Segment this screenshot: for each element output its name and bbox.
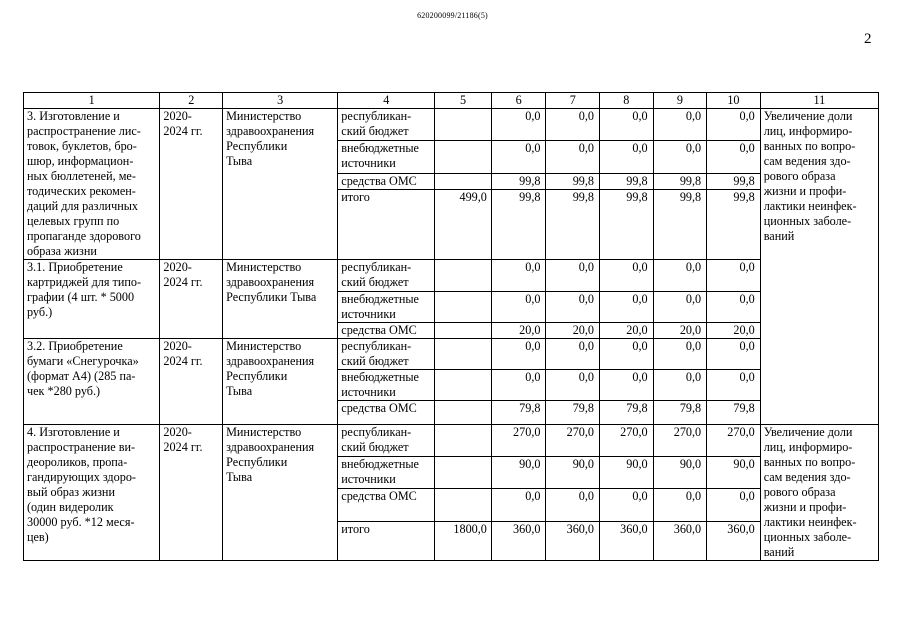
- funding-source-cell: итого: [338, 190, 435, 260]
- year-value-cell: 99,8: [600, 173, 654, 190]
- year-value-cell: 0,0: [600, 292, 654, 323]
- result-cell-empty: [760, 260, 878, 339]
- year-value-cell: 360,0: [653, 521, 707, 560]
- year-value-cell: 0,0: [546, 109, 600, 141]
- year-value-cell: 0,0: [600, 370, 654, 401]
- year-value-cell: 79,8: [653, 401, 707, 425]
- document-id: 620200099/21186(5): [417, 11, 488, 20]
- funding-source-cell: средства ОМС: [338, 323, 435, 339]
- activity-name-cell: 3.1. Приобретение картриджей для типо- графии (4 шт. * 5000 руб.): [24, 260, 160, 339]
- year-value-cell: 270,0: [653, 425, 707, 457]
- period-cell: 2020- 2024 гг.: [160, 425, 223, 561]
- year-value-cell: 360,0: [707, 521, 761, 560]
- year-value-cell: 270,0: [600, 425, 654, 457]
- funding-source-cell: средства ОМС: [338, 173, 435, 190]
- header-cell-5: 5: [435, 93, 492, 109]
- total-cell: [435, 260, 492, 292]
- year-value-cell: 20,0: [653, 323, 707, 339]
- year-value-cell: 99,8: [707, 173, 761, 190]
- header-cell-11: 11: [760, 93, 878, 109]
- year-value-cell: 0,0: [653, 339, 707, 370]
- year-value-cell: 99,8: [600, 190, 654, 260]
- table-body: [24, 93, 879, 561]
- year-value-cell: 0,0: [707, 141, 761, 173]
- year-value-cell: 90,0: [600, 457, 654, 489]
- result-cell: Увеличение доли лиц, информиро- ванных по вопро- сам ведения здо- рового образа жизни и профи- лактики неинфек- ционных заболе- ваний: [760, 109, 878, 260]
- funding-source-cell: внебюджетные источники: [338, 141, 435, 173]
- year-value-cell: 0,0: [653, 141, 707, 173]
- header-cell-7: 7: [546, 93, 600, 109]
- year-value-cell: 0,0: [546, 141, 600, 173]
- total-cell: [435, 292, 492, 323]
- total-cell: [435, 425, 492, 457]
- year-value-cell: 0,0: [491, 339, 546, 370]
- year-value-cell: 79,8: [491, 401, 546, 425]
- executor-cell: Министерство здравоохранения Республики Тыва: [223, 339, 338, 425]
- year-value-cell: 0,0: [653, 292, 707, 323]
- year-value-cell: 0,0: [546, 260, 600, 292]
- year-value-cell: 0,0: [546, 370, 600, 401]
- year-value-cell: 90,0: [653, 457, 707, 489]
- result-cell-empty: [760, 339, 878, 425]
- header-cell-1: 1: [24, 93, 160, 109]
- result-cell: Увеличение доли лиц, информиро- ванных по вопро- сам ведения здо- рового образа жизни и профи- лактики неинфек- ционных заболе- ваний: [760, 425, 878, 561]
- total-cell: [435, 173, 492, 190]
- header-row: [24, 93, 879, 109]
- header-cell-3: 3: [223, 93, 338, 109]
- period-cell: 2020- 2024 гг.: [160, 109, 223, 260]
- funding-source-cell: внебюджетные источники: [338, 457, 435, 489]
- year-value-cell: 99,8: [707, 190, 761, 260]
- total-cell: [435, 109, 492, 141]
- funding-source-cell: средства ОМС: [338, 489, 435, 521]
- year-value-cell: 0,0: [491, 370, 546, 401]
- header-cell-8: 8: [600, 93, 654, 109]
- total-cell: [435, 339, 492, 370]
- period-cell: 2020- 2024 гг.: [160, 260, 223, 339]
- funding-source-cell: итого: [338, 521, 435, 560]
- year-value-cell: 0,0: [707, 292, 761, 323]
- page-number: 2: [864, 31, 872, 47]
- year-value-cell: 0,0: [491, 489, 546, 521]
- year-value-cell: 0,0: [653, 489, 707, 521]
- year-value-cell: 0,0: [600, 489, 654, 521]
- funding-source-cell: республикан- ский бюджет: [338, 425, 435, 457]
- year-value-cell: 0,0: [707, 109, 761, 141]
- total-cell: [435, 370, 492, 401]
- year-value-cell: 270,0: [546, 425, 600, 457]
- year-value-cell: 99,8: [653, 173, 707, 190]
- year-value-cell: 20,0: [491, 323, 546, 339]
- table-row: [24, 339, 879, 370]
- total-cell: [435, 457, 492, 489]
- year-value-cell: 0,0: [707, 489, 761, 521]
- year-value-cell: 90,0: [546, 457, 600, 489]
- year-value-cell: 0,0: [491, 292, 546, 323]
- year-value-cell: 99,8: [491, 190, 546, 260]
- year-value-cell: 270,0: [491, 425, 546, 457]
- year-value-cell: 99,8: [546, 190, 600, 260]
- year-value-cell: 79,8: [600, 401, 654, 425]
- year-value-cell: 0,0: [653, 370, 707, 401]
- year-value-cell: 0,0: [600, 109, 654, 141]
- activity-name-cell: 3.2. Приобретение бумаги «Снегурочка» (формат А4) (285 па- чек *280 руб.): [24, 339, 160, 425]
- year-value-cell: 0,0: [707, 260, 761, 292]
- funding-source-cell: республикан- ский бюджет: [338, 260, 435, 292]
- year-value-cell: 0,0: [653, 260, 707, 292]
- year-value-cell: 270,0: [707, 425, 761, 457]
- year-value-cell: 0,0: [600, 141, 654, 173]
- header-cell-10: 10: [707, 93, 761, 109]
- year-value-cell: 90,0: [491, 457, 546, 489]
- executor-cell: Министерство здравоохранения Республики Тыва: [223, 425, 338, 561]
- total-cell: [435, 141, 492, 173]
- header-cell-6: 6: [491, 93, 546, 109]
- header-cell-4: 4: [338, 93, 435, 109]
- year-value-cell: 0,0: [546, 339, 600, 370]
- year-value-cell: 360,0: [491, 521, 546, 560]
- year-value-cell: 0,0: [653, 109, 707, 141]
- total-cell: 1800,0: [435, 521, 492, 560]
- funding-source-cell: средства ОМС: [338, 401, 435, 425]
- total-cell: [435, 323, 492, 339]
- funding-source-cell: республикан- ский бюджет: [338, 339, 435, 370]
- total-cell: 499,0: [435, 190, 492, 260]
- funding-source-cell: республикан- ский бюджет: [338, 109, 435, 141]
- year-value-cell: 90,0: [707, 457, 761, 489]
- year-value-cell: 99,8: [491, 173, 546, 190]
- period-cell: 2020- 2024 гг.: [160, 339, 223, 425]
- year-value-cell: 0,0: [546, 489, 600, 521]
- header-cell-2: 2: [160, 93, 223, 109]
- executor-cell: Министерство здравоохранения Республики Тыва: [223, 109, 338, 260]
- year-value-cell: 0,0: [491, 260, 546, 292]
- executor-cell: Министерство здравоохранения Республики Тыва: [223, 260, 338, 339]
- year-value-cell: 0,0: [491, 141, 546, 173]
- funding-source-cell: внебюджетные источники: [338, 292, 435, 323]
- year-value-cell: 99,8: [546, 173, 600, 190]
- year-value-cell: 0,0: [491, 109, 546, 141]
- year-value-cell: 79,8: [546, 401, 600, 425]
- year-value-cell: 0,0: [546, 292, 600, 323]
- year-value-cell: 79,8: [707, 401, 761, 425]
- total-cell: [435, 401, 492, 425]
- year-value-cell: 20,0: [707, 323, 761, 339]
- total-cell: [435, 489, 492, 521]
- year-value-cell: 360,0: [546, 521, 600, 560]
- year-value-cell: 20,0: [600, 323, 654, 339]
- header-cell-9: 9: [653, 93, 707, 109]
- table-row: [24, 109, 879, 141]
- table-row: [24, 260, 879, 292]
- year-value-cell: 99,8: [653, 190, 707, 260]
- year-value-cell: 0,0: [600, 339, 654, 370]
- activity-name-cell: 4. Изготовление и распространение ви- деороликов, пропа- гандирующих здоро- вый образ жизни (один видеролик 30000 руб. *12 меся- цев): [24, 425, 160, 561]
- funding-source-cell: внебюджетные источники: [338, 370, 435, 401]
- activity-name-cell: 3. Изготовление и распространение лис- товок, буклетов, бро- шюр, информацион- ных бюллетеней, ме- тодических рекомен- даций для различных целевых групп по пропаганде здорового образа жизни: [24, 109, 160, 260]
- year-value-cell: 0,0: [600, 260, 654, 292]
- year-value-cell: 20,0: [546, 323, 600, 339]
- table-row: [24, 425, 879, 457]
- year-value-cell: 0,0: [707, 370, 761, 401]
- year-value-cell: 0,0: [707, 339, 761, 370]
- year-value-cell: 360,0: [600, 521, 654, 560]
- program-table: [23, 92, 879, 561]
